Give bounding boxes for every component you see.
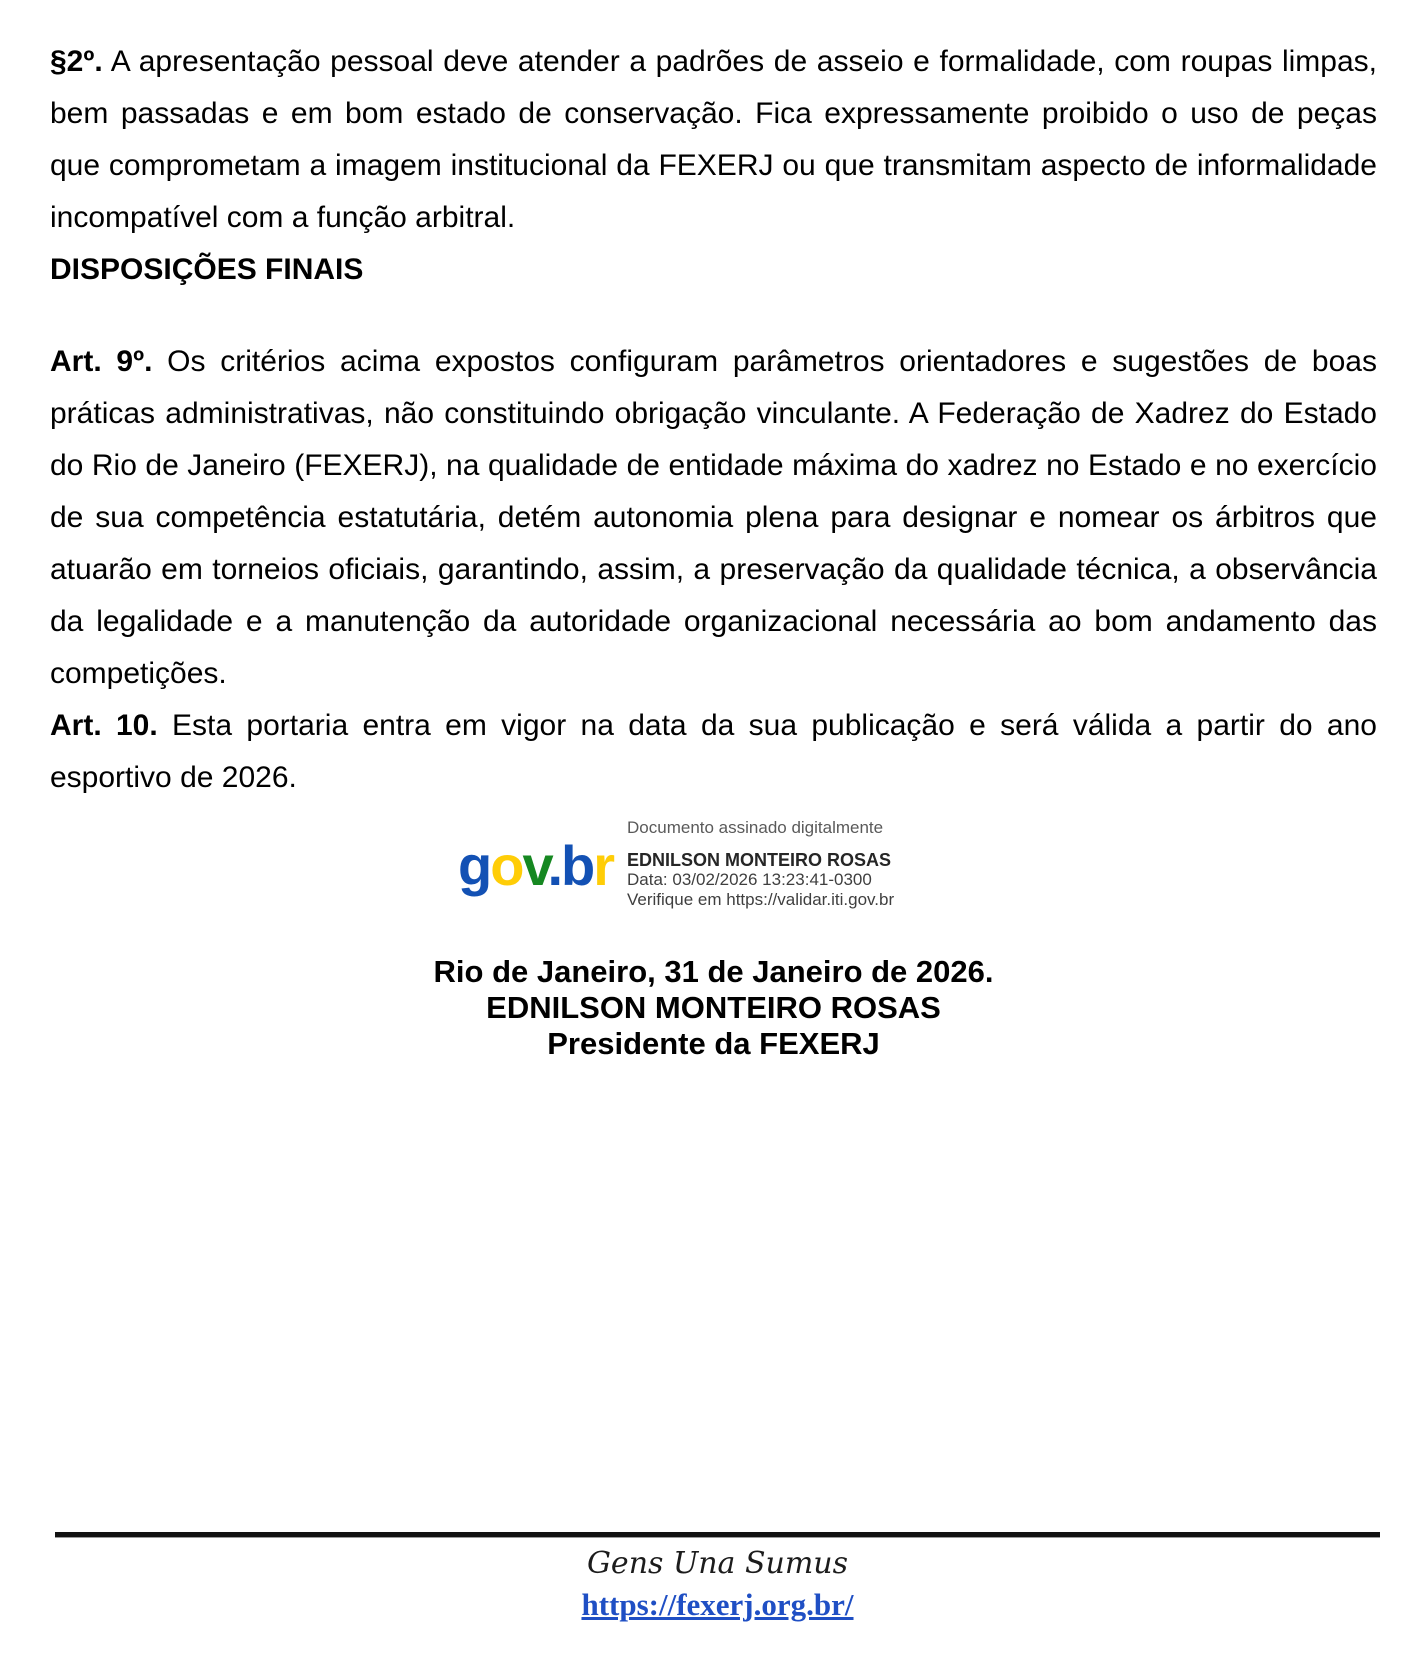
- stamp-verify-line: Verifique em https://validar.iti.gov.br: [627, 890, 895, 909]
- stamp-date-line: Data: 03/02/2026 13:23:41-0300: [627, 870, 872, 889]
- section-heading-final-provisions: DISPOSIÇÕES FINAIS: [50, 253, 364, 286]
- govbr-logo-icon: gov.br: [458, 834, 614, 897]
- digital-signature-stamp: [458, 816, 894, 910]
- paragraph-art-9-text: Os critérios acima expostos configuram parâmetros orientadores e sugestões de boas práticas administrativas, não constituindo obrigação vinculante. A Federação de Xadrez do Estado do Rio de Janeiro (FEXERJ), na qualidade de entidade máxima do xadrez no Estado e no exercício de sua competência estatutária, detém autonomia plena para designar e nomear os árbitros que atuarão em torneios oficiais, garantindo, assim, a preservação da qualidade técnica, a observância da legalidade e a manutenção da autoridade organizacional necessária ao bom andamento das competições.: [50, 345, 1377, 690]
- paragraph-art-9: [50, 336, 1377, 700]
- signature-title: Presidente da FEXERJ: [547, 1026, 880, 1061]
- paragraph-2: [50, 36, 1377, 244]
- paragraph-art-10: [50, 700, 1377, 804]
- paragraph-art-10-text: Esta portaria entra em vigor na data da sua publicação e será válida a partir do ano esportivo de 2026.: [50, 709, 1377, 794]
- paragraph-art-9-lead: Art. 9º.: [50, 345, 153, 378]
- signature-name: EDNILSON MONTEIRO ROSAS: [486, 990, 941, 1025]
- document-page: [50, 36, 1377, 1062]
- signature-block: [50, 954, 1377, 1062]
- paragraph-art-10-lead: Art. 10.: [50, 709, 158, 742]
- page-footer: [55, 1532, 1380, 1623]
- digitally-signed-label: Documento assinado digitalmente: [627, 818, 884, 837]
- paragraph-2-lead: §2º.: [50, 45, 103, 78]
- footer-divider: [55, 1532, 1380, 1538]
- signature-place-date: Rio de Janeiro, 31 de Janeiro de 2026.: [433, 954, 994, 989]
- stamp-text-lines: [627, 816, 894, 910]
- footer-website-link[interactable]: https://fexerj.org.br/: [581, 1587, 854, 1622]
- stamp-signer-name: EDNILSON MONTEIRO ROSAS: [627, 850, 892, 870]
- paragraph-2-text: A apresentação pessoal deve atender a padrões de asseio e formalidade, com roupas limpas, bem passadas e em bom estado de conservação. Fica expressamente proibido o uso de peças que comprometam a imagem institucional da FEXERJ ou que transmitam aspecto de informalidade incompatível com a função arbitral.: [50, 45, 1377, 234]
- footer-motto: Gens Una Sumus: [586, 1546, 849, 1581]
